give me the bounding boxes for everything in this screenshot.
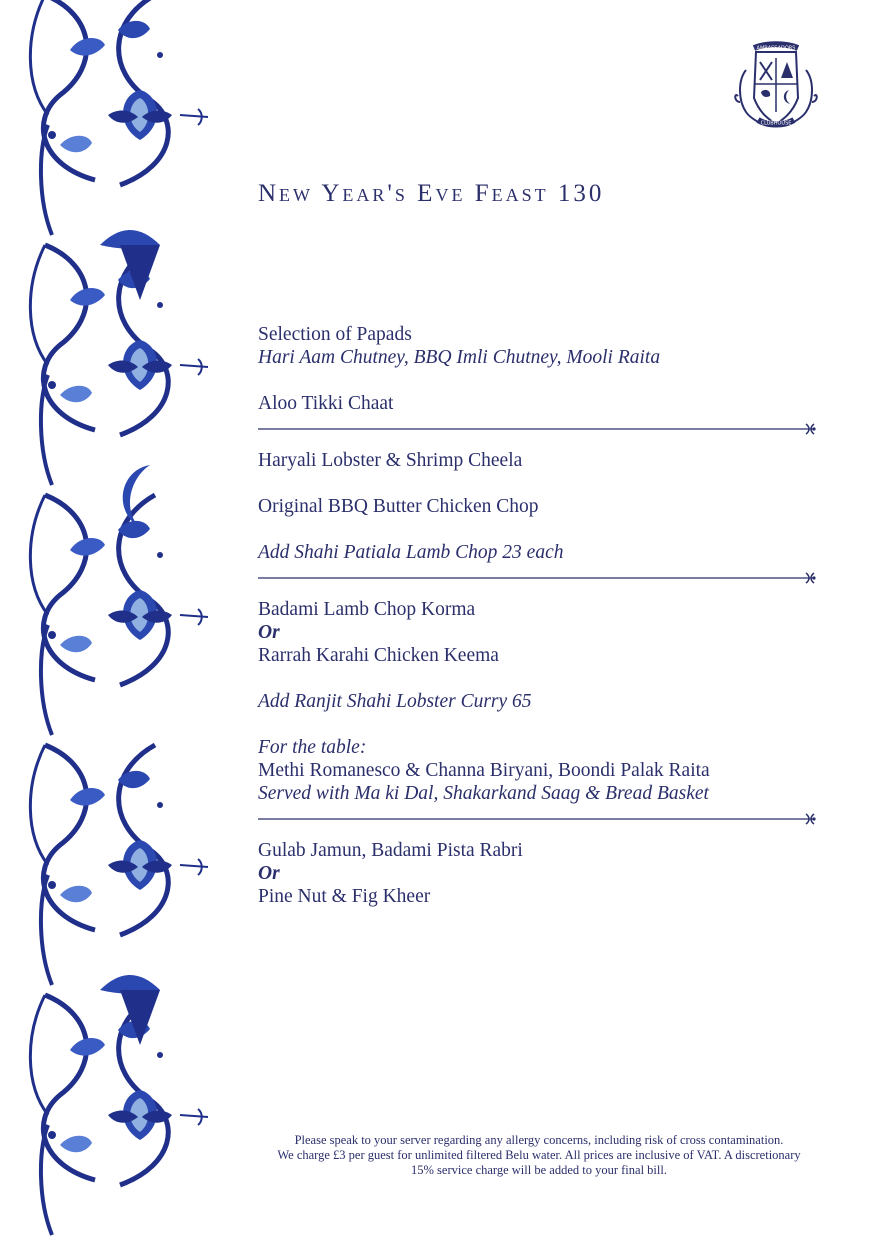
menu-item: Rarrah Karahi Chicken Keema [258, 645, 499, 666]
crest-logo-icon [732, 40, 820, 130]
or-separator: Or [258, 863, 280, 884]
page-title: New Year's Eve Feast 130 [258, 180, 605, 207]
allergy-notice: Please speak to your server regarding any allergy concerns, including risk of cross contamination. [294, 1133, 784, 1147]
course-divider [258, 415, 820, 449]
menu-item: Haryali Lobster & Shrimp Cheela [258, 450, 523, 471]
menu-item: Methi Romanesco & Channa Biryani, Boondi Palak Raita [258, 760, 710, 781]
menu-item: Selection of Papads [258, 324, 412, 345]
menu-item-description: Served with Ma ki Dal, Shakarkand Saag & Bread Basket [258, 783, 709, 804]
service-charge-notice: 15% service charge will be added to your final bill. [411, 1163, 667, 1177]
menu-addon: Add Ranjit Shahi Lobster Curry 65 [258, 691, 532, 712]
menu-addon: Add Shahi Patiala Lamb Chop 23 each [258, 542, 564, 563]
for-the-table-label: For the table: [258, 737, 367, 758]
menu-item-description: Hari Aam Chutney, BBQ Imli Chutney, Mooli Raita [258, 347, 661, 368]
menu-item: Pine Nut & Fig Kheer [258, 886, 431, 907]
or-separator: Or [258, 622, 280, 643]
menu-item: Gulab Jamun, Badami Pista Rabri [258, 840, 523, 861]
menu-item: Aloo Tikki Chaat [258, 393, 394, 414]
crest-bottom-text: CLUBHOUSE [760, 120, 792, 127]
crest-top-text: AMBASSADORS [756, 45, 796, 52]
course-divider [258, 564, 820, 598]
menu-body [258, 323, 820, 908]
course-divider [258, 805, 820, 839]
menu-item: Badami Lamb Chop Korma [258, 599, 476, 620]
menu-item: Original BBQ Butter Chicken Chop [258, 496, 539, 517]
floral-border-decoration [0, 0, 215, 1241]
footer-notice [258, 1133, 820, 1178]
water-charge-notice: We charge £3 per guest for unlimited filtered Belu water. All prices are inclusive of VAT. A discretionary [277, 1148, 801, 1162]
